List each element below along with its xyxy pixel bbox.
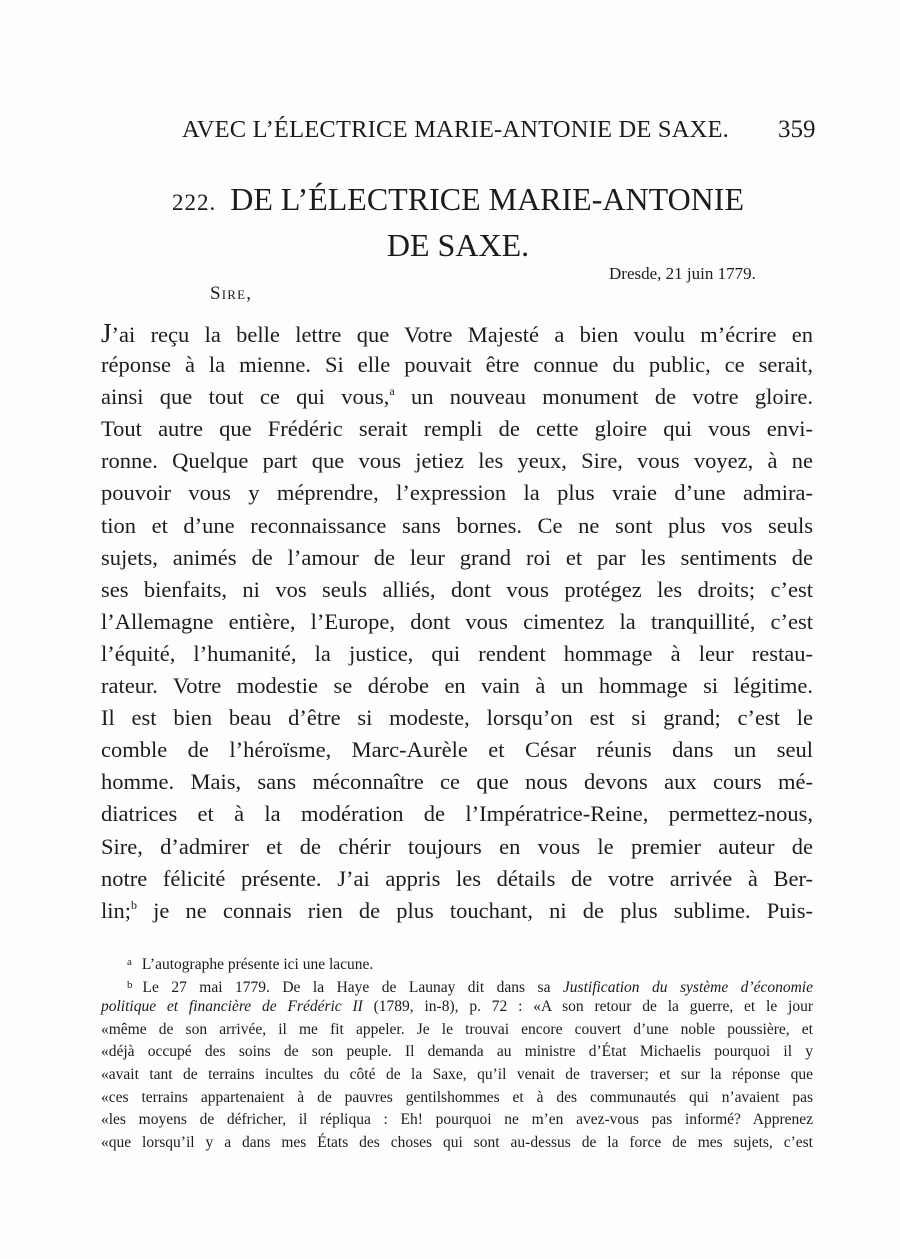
drop-cap: J xyxy=(101,318,112,348)
body-line: ainsi que tout ce qui vous,$^a$ un nouveau monument de votre gloire. xyxy=(101,384,813,410)
letter-heading-line-1 xyxy=(0,178,900,224)
body-line: pouvoir vous y méprendre, l’expression la plus vraie d’une admira- xyxy=(101,480,813,506)
footnote-mark-a: a xyxy=(127,956,132,968)
footnote-b-line: «que lorsqu’il y a dans mes États des choses qui sont au-dessus de la force de mes sujets, c’est xyxy=(101,1133,813,1151)
body-line: Il est bien beau d’être si modeste, lorsqu’on est si grand; c’est le xyxy=(101,705,813,731)
footnote-b-line: «les moyens de défricher, il répliqua : Eh! pourquoi ne m’en avez-vous pas informé? Apprenez xyxy=(101,1111,813,1129)
letter-number: 222. xyxy=(172,190,217,215)
footnote-ref-a[interactable]: a xyxy=(389,384,395,399)
footnote-mark-b: b xyxy=(127,978,133,991)
body-line: notre félicité présente. J’ai appris les détails de votre arrivée à Ber- xyxy=(101,865,813,891)
dateline: Dresde, 21 juin 1779. xyxy=(609,264,756,283)
footnote-ref-b[interactable]: b xyxy=(131,897,138,912)
salutation: Sire, xyxy=(210,283,253,304)
body-line: Tout autre que Frédéric serait rempli de cette gloire qui vous envi- xyxy=(101,416,813,442)
letter-body xyxy=(101,317,813,927)
running-title: AVEC L’ÉLECTRICE MARIE-ANTONIE DE SAXE. xyxy=(182,116,730,143)
footnote-b-line: politique et financière de Frédéric II (1789, in-8), p. 72 : «A son retour de la guerre, et le jour xyxy=(101,998,813,1016)
body-line: diatrices et à la modération de l’Impératrice-Reine, permettez-nous, xyxy=(101,801,813,827)
body-line: Sire, d’admirer et de chérir toujours en vous le premier auteur de xyxy=(101,833,813,859)
body-line: ses bienfaits, ni vos seuls alliés, dont vous protégez les droits; c’est xyxy=(101,576,813,602)
page-number: 359 xyxy=(778,116,816,143)
letter-title-line-1: DE L’ÉLECTRICE MARIE-ANTONIE xyxy=(230,181,744,217)
body-line: l’Allemagne entière, l’Europe, dont vous cimentez la tranquillité, c’est xyxy=(101,608,813,634)
body-line: réponse à la mienne. Si elle pouvait être connue du public, ce serait, xyxy=(101,352,813,378)
body-line: lin;$^b$ je ne connais rien de plus touchant, ni de plus sublime. Puis- xyxy=(101,897,813,923)
footnote-b-line: «avait tant de terrains incultes du côté de la Saxe, qu’il venait de traverser; et sur la réponse que xyxy=(101,1065,813,1083)
body-line: homme. Mais, sans méconnaître ce que nous devons aux cours mé- xyxy=(101,769,813,795)
running-header xyxy=(0,112,900,152)
body-line: rateur. Votre modestie se dérobe en vain à un hommage si légitime. xyxy=(101,673,813,699)
footnote-b-line: «même de son arrivée, il me fit appeler. Je le trouvai encore couvert d’une noble poussière, et xyxy=(101,1020,813,1038)
body-line: l’équité, l’humanité, la justice, qui rendent hommage à leur restau- xyxy=(101,640,813,666)
footnote-b-line: «ces terrains appartenaient à de pauvres gentilshommes et à des communautés qui n’avaient pas xyxy=(101,1088,813,1106)
footnote-b-line: «déjà occupé des soins de son peuple. Il demanda au ministre d’État Michaelis pourquoi il y xyxy=(101,1043,813,1061)
footnote-a: $^a$ L’autographe présente ici une lacune. xyxy=(127,956,374,973)
footnotes xyxy=(101,951,813,1154)
body-line: tion et d’une reconnaissance sans bornes. Ce ne sont plus vos seuls xyxy=(101,512,813,538)
letter-title-line-2: DE SAXE. xyxy=(386,227,530,263)
footnote-b-line: $^b$ Le 27 mai 1779. De la Haye de Launay dit dans sa Justification du système d’économie xyxy=(127,978,813,996)
body-line: sujets, animés de l’amour de leur grand roi et par les sentiments de xyxy=(101,544,813,570)
body-line: comble de l’héroïsme, Marc-Aurèle et César réunis dans un seul xyxy=(101,737,813,763)
body-line: ronne. Quelque part que vous jetiez les yeux, Sire, vous voyez, à ne xyxy=(101,448,813,474)
body-line: J’ai reçu la belle lettre que Votre Majesté a bien voulu m’écrire en xyxy=(101,318,813,348)
letter-heading xyxy=(0,178,900,267)
